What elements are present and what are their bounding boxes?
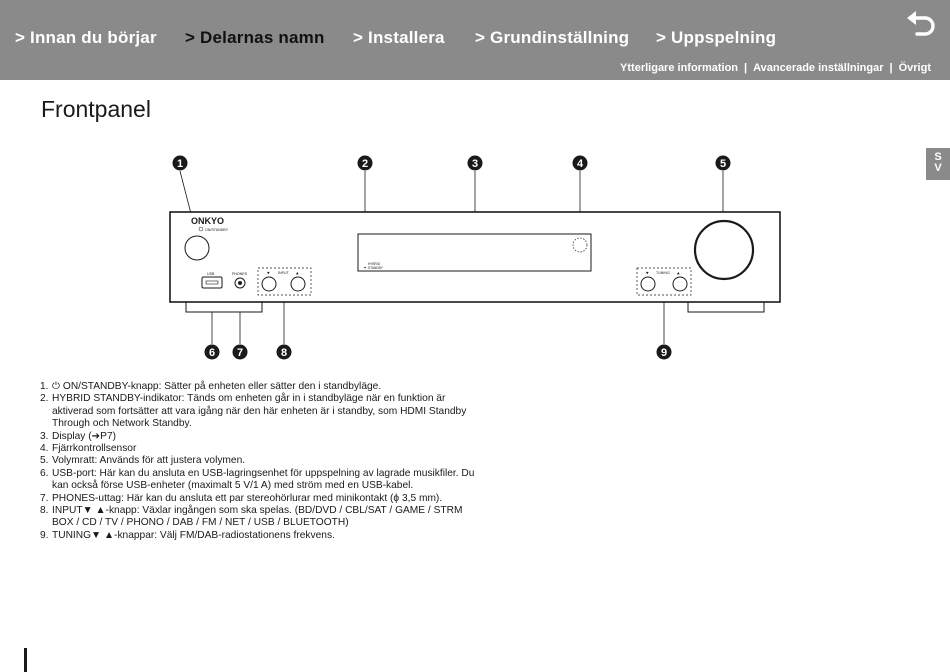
tuning-down-button: [641, 277, 655, 291]
item-number: 4.: [40, 443, 49, 455]
input-down-button: [262, 277, 276, 291]
tuning-down-icon: ▼: [646, 271, 649, 275]
callout-3: 3: [471, 158, 479, 170]
input-label: INPUT: [278, 271, 289, 275]
nav-uppspelning[interactable]: > Uppspelning: [656, 28, 777, 47]
item-number: 2.: [40, 393, 49, 405]
item-number: 6.: [40, 467, 49, 479]
front-panel-diagram: [0, 140, 950, 370]
item-text: Volymratt: Används för att justera volymen.: [52, 455, 246, 467]
brand-logo: ONKYO: [191, 216, 225, 226]
phones-jack-hole: [238, 281, 242, 285]
item-text: USB-port: Här kan du ansluta en USB-lagringsenhet för uppspelning av lagrade musikfiler. Du kan också förse USB-enheter (maximalt 5 V/1 A) med ström med en USB-kabel.: [52, 467, 475, 492]
item-text: Fjärrkontrollsensor: [52, 443, 137, 455]
hybrid-standby-indicator: [364, 267, 366, 269]
standby-label: STANDBY: [368, 266, 383, 270]
callout-2: 2: [361, 158, 369, 170]
list-item: [40, 393, 480, 430]
item-text: Display (➔P7): [52, 430, 117, 442]
item-number: 1.: [40, 381, 49, 392]
callout-8: 8: [280, 347, 288, 359]
page-title: Frontpanel: [41, 96, 151, 122]
nav-delarnas-namn[interactable]: > Delarnas namn: [185, 28, 325, 47]
list-item: [40, 505, 480, 530]
list-item: [40, 468, 480, 493]
callout-7: 7: [236, 347, 244, 359]
input-down-icon: ▼: [267, 271, 270, 275]
item-text: INPUT▼ ▲-knapp: Växlar ingången som ska spelas. (BD/DVD / CBL/SAT / GAME / STRM BOX / CD / TV / PHONO / DAB / FM / NET / USB / BLUETOOTH): [52, 505, 463, 529]
subnav-avancerade-installningar[interactable]: Avancerade inställningar: [753, 62, 884, 74]
list-item: [40, 381, 480, 393]
item-text: PHONES-uttag: Här kan du ansluta ett par stereohörlurar med minikontakt (ϕ 3,5 mm).: [52, 492, 443, 504]
parts-list: [40, 381, 480, 542]
phones-label: PHONES: [232, 272, 248, 276]
list-item: [40, 443, 480, 455]
callout-1: 1: [176, 158, 184, 170]
right-foot: [688, 302, 764, 312]
item-number: 7.: [40, 492, 49, 504]
callout-4: 4: [576, 158, 584, 170]
left-foot: [186, 302, 262, 312]
subnav-separator: |: [889, 62, 893, 74]
input-up-icon: ▲: [296, 271, 299, 275]
list-item: [40, 493, 480, 505]
usb-label: USB: [207, 272, 215, 276]
display-window: [358, 234, 591, 271]
page-edge-marker: [24, 648, 27, 672]
subnav-separator: |: [744, 62, 748, 74]
subnav-ytterligare-information[interactable]: Ytterligare information: [620, 62, 739, 74]
language-tab-line1: S: [934, 151, 942, 163]
callout-5: 5: [719, 158, 727, 170]
language-tab-line2: V: [934, 162, 942, 174]
item-number: 9.: [40, 529, 49, 541]
nav-installera[interactable]: > Installera: [353, 28, 445, 47]
back-button[interactable]: [905, 8, 937, 38]
item-number: 3.: [40, 430, 49, 442]
tuning-up-button: [673, 277, 687, 291]
return-arrow-icon: [905, 8, 937, 38]
callout-9: 9: [660, 347, 668, 359]
input-up-button: [291, 277, 305, 291]
callout-6: 6: [208, 347, 216, 359]
header-bar: [0, 0, 950, 80]
item-number: 8.: [40, 505, 49, 517]
list-item: [40, 455, 480, 467]
usb-port: [202, 277, 222, 288]
power-button: [185, 236, 209, 260]
nav-grundinstallning[interactable]: > Grundinställning: [475, 28, 630, 47]
item-text: TUNING▼ ▲-knappar: Välj FM/DAB-radiostationens frekvens.: [52, 529, 335, 541]
item-text: ⏻ ON/STANDBY-knapp: Sätter på enheten eller sätter den i standbyläge.: [52, 381, 382, 392]
nav-innan-du-borjar[interactable]: > Innan du börjar: [15, 28, 157, 47]
item-number: 5.: [40, 455, 49, 467]
power-label: ON/STANDBY: [205, 228, 229, 232]
item-text: HYBRID STANDBY-indikator: Tänds om enheten går in i standbyläge när en funktion är aktiverad som fortsätter att vara igång när den här enheten är i standby, som HDMI Standby Through och Network Standby.: [52, 393, 467, 430]
sub-navigation: [620, 62, 931, 74]
hybrid-label: HYBRID: [368, 262, 381, 266]
subnav-ovrigt[interactable]: Övrigt: [898, 62, 931, 74]
list-item: [40, 431, 480, 443]
volume-knob: [695, 221, 753, 279]
tuning-label: TUNING: [656, 271, 670, 275]
list-item: [40, 530, 480, 542]
tuning-up-icon: ▲: [677, 271, 680, 275]
